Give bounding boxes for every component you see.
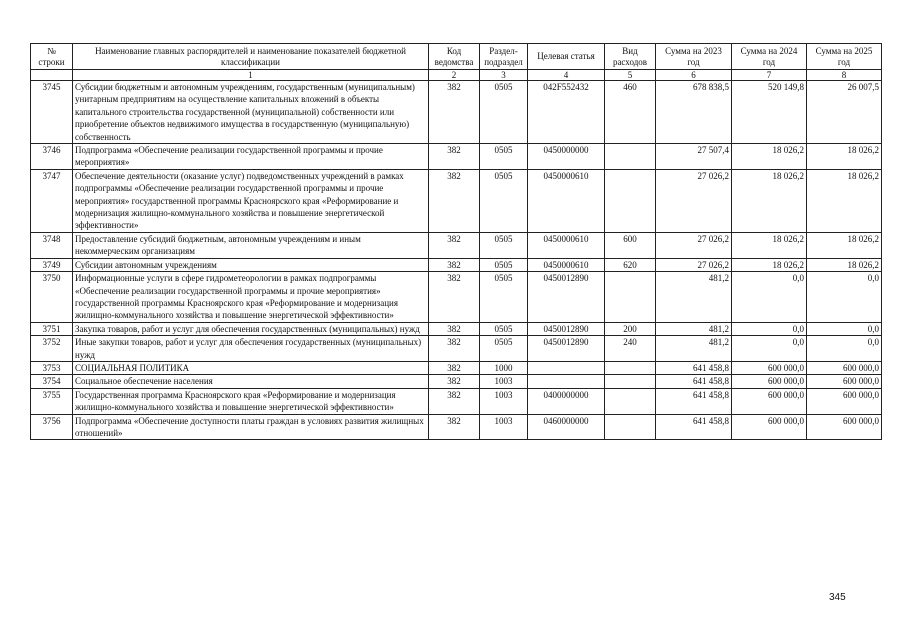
sum-2024-cell: 600 000,0: [732, 414, 807, 440]
column-index-cell: 5: [605, 70, 656, 81]
table-row: [31, 232, 882, 258]
section-cell: 0505: [480, 322, 528, 335]
sum-2025-cell: 26 007,5: [807, 81, 882, 144]
section-cell: 0505: [480, 336, 528, 362]
row-number-cell: 3746: [31, 144, 73, 170]
sum-2023-cell: 27 026,2: [656, 258, 732, 271]
sum-2024-cell: 0,0: [732, 272, 807, 323]
sum-2023-cell: 678 838,5: [656, 81, 732, 144]
sum-2024-cell: 18 026,2: [732, 144, 807, 170]
department-code-cell: 382: [429, 258, 480, 271]
header-sum-2025: Сумма на 2025 год: [807, 44, 882, 70]
expense-type-cell: [605, 272, 656, 323]
row-number-cell: 3753: [31, 361, 73, 374]
section-cell: 1003: [480, 388, 528, 414]
table-row: [31, 322, 882, 335]
column-index-cell: 1: [73, 70, 429, 81]
sum-2024-cell: 600 000,0: [732, 361, 807, 374]
table-row: [31, 258, 882, 271]
department-code-cell: 382: [429, 375, 480, 388]
sum-2023-cell: 641 458,8: [656, 388, 732, 414]
sum-2023-cell: 641 458,8: [656, 375, 732, 388]
sum-2025-cell: 0,0: [807, 336, 882, 362]
table-row: [31, 414, 882, 440]
sum-2025-cell: 600 000,0: [807, 375, 882, 388]
sum-2024-cell: 0,0: [732, 336, 807, 362]
department-code-cell: 382: [429, 144, 480, 170]
expense-type-cell: [605, 388, 656, 414]
row-number-cell: 3749: [31, 258, 73, 271]
row-name-cell: Подпрограмма «Обеспечение доступности платы граждан в условиях развития жилищных отношений»: [73, 414, 429, 440]
column-index-cell: 8: [807, 70, 882, 81]
expense-type-cell: 460: [605, 81, 656, 144]
sum-2024-cell: 520 149,8: [732, 81, 807, 144]
sum-2024-cell: 0,0: [732, 322, 807, 335]
sum-2023-cell: 27 026,2: [656, 232, 732, 258]
sum-2024-cell: 600 000,0: [732, 388, 807, 414]
sum-2023-cell: 27 026,2: [656, 169, 732, 232]
column-index-row: [31, 70, 882, 81]
header-section-subsection: Раздел-подраздел: [480, 44, 528, 70]
row-number-cell: 3751: [31, 322, 73, 335]
target-article-cell: 0450012890: [528, 322, 605, 335]
sum-2024-cell: 18 026,2: [732, 169, 807, 232]
expense-type-cell: 200: [605, 322, 656, 335]
table-row: [31, 169, 882, 232]
row-name-cell: Субсидии автономным учреждениям: [73, 258, 429, 271]
target-article-cell: 0450012890: [528, 272, 605, 323]
section-cell: 0505: [480, 258, 528, 271]
row-number-cell: 3750: [31, 272, 73, 323]
sum-2023-cell: 641 458,8: [656, 361, 732, 374]
sum-2025-cell: 0,0: [807, 322, 882, 335]
row-name-cell: Субсидии бюджетным и автономным учреждениям, государственным (муниципальным) унитарным предприятиям на осуществление капитальных вложений в объекты капитального строительства государственной (муниципальной) собственности или приобретение объектов недвижимого имущества в государственную (муниципальную) собственность: [73, 81, 429, 144]
header-name: Наименование главных распорядителей и наименование показателей бюджетной классификации: [73, 44, 429, 70]
row-number-cell: 3756: [31, 414, 73, 440]
row-number-cell: 3755: [31, 388, 73, 414]
row-number-cell: 3745: [31, 81, 73, 144]
row-name-cell: Социальное обеспечение населения: [73, 375, 429, 388]
department-code-cell: 382: [429, 272, 480, 323]
row-name-cell: Подпрограмма «Обеспечение реализации государственной программы и прочие мероприятия»: [73, 144, 429, 170]
department-code-cell: 382: [429, 336, 480, 362]
sum-2025-cell: 18 026,2: [807, 144, 882, 170]
table-row: [31, 144, 882, 170]
expense-type-cell: [605, 414, 656, 440]
sum-2025-cell: 18 026,2: [807, 258, 882, 271]
sum-2025-cell: 0,0: [807, 272, 882, 323]
column-index-cell: 3: [480, 70, 528, 81]
page-number: 345: [829, 592, 846, 603]
department-code-cell: 382: [429, 361, 480, 374]
row-name-cell: Государственная программа Красноярского края «Реформирование и модернизация жилищно-коммунального хозяйства и повышение энергетической эффективности»: [73, 388, 429, 414]
sum-2023-cell: 481,2: [656, 322, 732, 335]
expense-type-cell: [605, 375, 656, 388]
department-code-cell: 382: [429, 322, 480, 335]
row-number-cell: 3754: [31, 375, 73, 388]
target-article-cell: [528, 361, 605, 374]
table-row: [31, 388, 882, 414]
sum-2025-cell: 18 026,2: [807, 169, 882, 232]
sum-2024-cell: 18 026,2: [732, 258, 807, 271]
department-code-cell: 382: [429, 388, 480, 414]
target-article-cell: 0450000000: [528, 144, 605, 170]
sum-2024-cell: 600 000,0: [732, 375, 807, 388]
section-cell: 0505: [480, 81, 528, 144]
sum-2024-cell: 18 026,2: [732, 232, 807, 258]
column-index-cell: [31, 70, 73, 81]
column-index-cell: 6: [656, 70, 732, 81]
target-article-cell: 042F552432: [528, 81, 605, 144]
row-name-cell: Закупка товаров, работ и услуг для обеспечения государственных (муниципальных) нужд: [73, 322, 429, 335]
row-number-cell: 3748: [31, 232, 73, 258]
section-cell: 1000: [480, 361, 528, 374]
target-article-cell: 0460000000: [528, 414, 605, 440]
target-article-cell: 0400000000: [528, 388, 605, 414]
expense-type-cell: 600: [605, 232, 656, 258]
expense-type-cell: 240: [605, 336, 656, 362]
row-name-cell: Иные закупки товаров, работ и услуг для обеспечения государственных (муниципальных) нужд: [73, 336, 429, 362]
sum-2023-cell: 27 507,4: [656, 144, 732, 170]
header-expense-type: Вид расходов: [605, 44, 656, 70]
row-number-cell: 3747: [31, 169, 73, 232]
expense-type-cell: [605, 169, 656, 232]
sum-2023-cell: 481,2: [656, 272, 732, 323]
header-department-code: Код ведомства: [429, 44, 480, 70]
target-article-cell: 0450000610: [528, 232, 605, 258]
target-article-cell: [528, 375, 605, 388]
row-name-cell: Обеспечение деятельности (оказание услуг) подведомственных учреждений в рамках подпрограммы «Обеспечение реализации государственной программы и прочие мероприятия» государственной программы Красноярского края «Реформирование и модернизация жилищно-коммунального хозяйства и повышение энергетической эффективности»: [73, 169, 429, 232]
section-cell: 0505: [480, 169, 528, 232]
row-name-cell: СОЦИАЛЬНАЯ ПОЛИТИКА: [73, 361, 429, 374]
sum-2025-cell: 600 000,0: [807, 361, 882, 374]
section-cell: 0505: [480, 272, 528, 323]
table-row: [31, 336, 882, 362]
expense-type-cell: [605, 144, 656, 170]
expense-type-cell: 620: [605, 258, 656, 271]
target-article-cell: 0450000610: [528, 258, 605, 271]
table-row: [31, 272, 882, 323]
header-sum-2023: Сумма на 2023 год: [656, 44, 732, 70]
row-number-cell: 3752: [31, 336, 73, 362]
department-code-cell: 382: [429, 232, 480, 258]
row-name-cell: Информационные услуги в сфере гидрометеорологии в рамках подпрограммы «Обеспечение реализации государственной программы и прочие мероприятия» государственной программы Красноярского края «Реформирование и модернизация жилищно-коммунального хозяйства и повышение энергетической эффективности»: [73, 272, 429, 323]
header-sum-2024: Сумма на 2024 год: [732, 44, 807, 70]
target-article-cell: 0450012890: [528, 336, 605, 362]
table-body: [31, 70, 882, 440]
section-cell: 1003: [480, 375, 528, 388]
department-code-cell: 382: [429, 414, 480, 440]
department-code-cell: 382: [429, 81, 480, 144]
section-cell: 0505: [480, 144, 528, 170]
sum-2025-cell: 600 000,0: [807, 388, 882, 414]
sum-2023-cell: 481,2: [656, 336, 732, 362]
department-code-cell: 382: [429, 169, 480, 232]
column-index-cell: 2: [429, 70, 480, 81]
sum-2025-cell: 18 026,2: [807, 232, 882, 258]
header-row-number: № строки: [31, 44, 73, 70]
expense-type-cell: [605, 361, 656, 374]
budget-table: [30, 43, 882, 440]
row-name-cell: Предоставление субсидий бюджетным, автономным учреждениям и иным некоммерческим организациям: [73, 232, 429, 258]
sum-2023-cell: 641 458,8: [656, 414, 732, 440]
section-cell: 1003: [480, 414, 528, 440]
header-target-article: Целевая статья: [528, 44, 605, 70]
sum-2025-cell: 600 000,0: [807, 414, 882, 440]
target-article-cell: 0450000610: [528, 169, 605, 232]
table-row: [31, 361, 882, 374]
table-row: [31, 81, 882, 144]
column-index-cell: 4: [528, 70, 605, 81]
column-index-cell: 7: [732, 70, 807, 81]
section-cell: 0505: [480, 232, 528, 258]
table-header-row: [31, 44, 882, 70]
table-row: [31, 375, 882, 388]
